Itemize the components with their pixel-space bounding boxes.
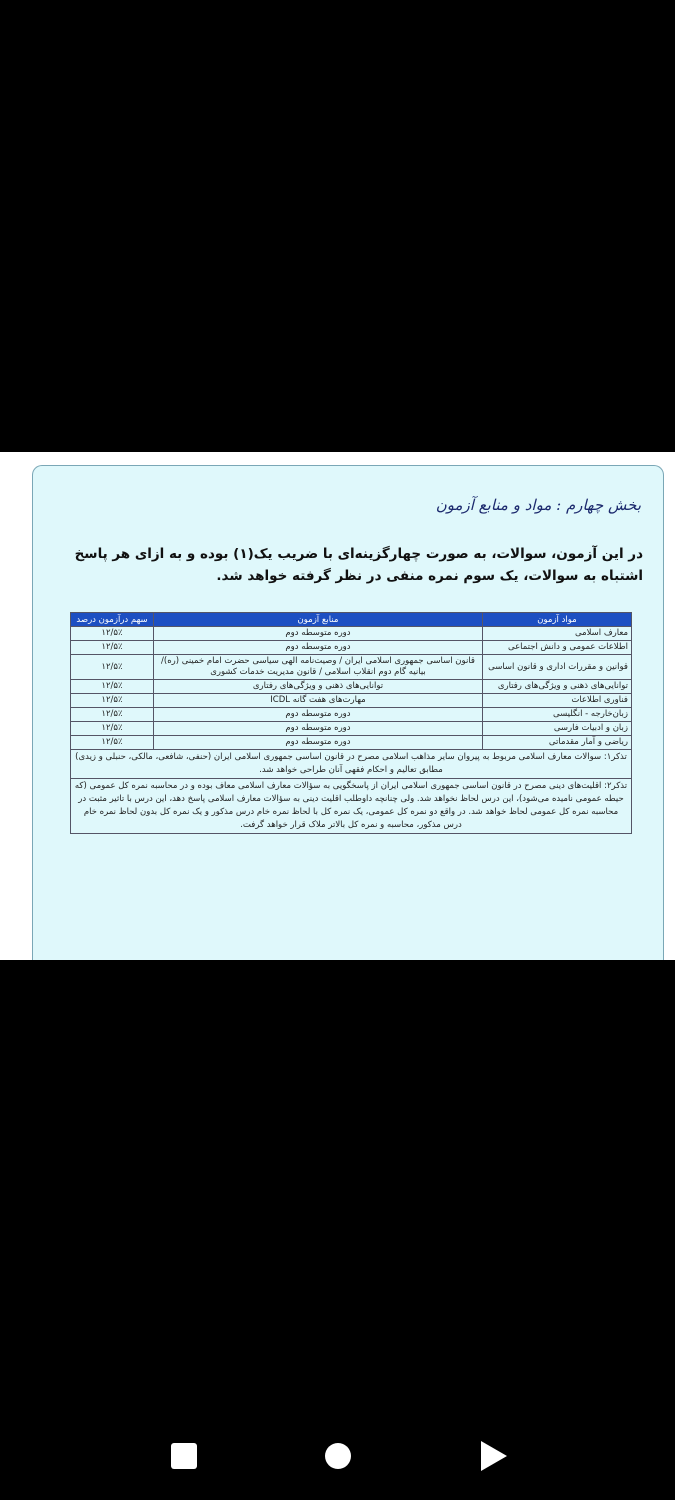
table-row <box>71 736 632 750</box>
exam-subjects-table <box>70 612 632 834</box>
table-row <box>71 655 632 680</box>
cell-source: توانایی‌های ذهنی و ویژگی‌های رفتاری <box>154 680 483 694</box>
cell-source: دوره متوسطه دوم <box>154 627 483 641</box>
intro-paragraph: در این آزمون، سوالات، به صورت چهارگزینه‌ای با ضریب یک(۱) بوده و به ازای هر پاسخ اشتباه به سوالات، یک سوم نمره منفی در نظر گرفته خواهد شد. <box>74 546 643 584</box>
cell-share: ۱۲/۵٪ <box>71 641 154 655</box>
back-icon[interactable] <box>481 1441 507 1471</box>
header-share: سهم درآزمون درصد <box>71 613 154 627</box>
cell-source: دوره متوسطه دوم <box>154 708 483 722</box>
cell-share: ۱۲/۵٪ <box>71 694 154 708</box>
cell-source: مهارت‌های هفت گانه ICDL <box>154 694 483 708</box>
table-row <box>71 694 632 708</box>
table-row <box>71 708 632 722</box>
note-2: تذکر۲: اقلیت‌های دینی مصرح در قانون اساسی جمهوری اسلامی ایران از پاسخگویی به سؤالات معارف اسلامی معاف بوده و در محاسبه نمره کل عمومی (که حیطه عمومی نامیده می‌شود)، این درس لحاظ نخواهد شد. ولی چنانچه داوطلب اقلیت دینی به سؤالات معارف اسلامی پاسخ دهد، این درس با تاثیر مثبت در محاسبه نمره کل عمومی لحاظ خواهد شد. در واقع دو نمره کل عمومی، یک نمره کل با لحاظ نمره خام درس مذکور و یک نمره کل بدون لحاظ نمره خام درس مذکور، محاسبه و نمره کل بالاتر ملاک قرار خواهد گرفت. <box>71 779 632 834</box>
header-source: منابع آزمون <box>154 613 483 627</box>
cell-source: دوره متوسطه دوم <box>154 736 483 750</box>
table-row <box>71 680 632 694</box>
cell-subject: ریاضی و آمار مقدماتی <box>483 736 632 750</box>
cell-subject: معارف اسلامی <box>483 627 632 641</box>
cell-subject: توانایی‌های ذهنی و ویژگی‌های رفتاری <box>483 680 632 694</box>
cell-subject: زبان‌خارجه - انگلیسی <box>483 708 632 722</box>
cell-subject: زبان و ادبیات فارسی <box>483 722 632 736</box>
cell-share: ۱۲/۵٪ <box>71 736 154 750</box>
cell-share: ۱۲/۵٪ <box>71 722 154 736</box>
cell-share: ۱۲/۵٪ <box>71 627 154 641</box>
home-icon[interactable] <box>325 1443 351 1469</box>
exam-info-card <box>32 465 664 960</box>
android-nav-bar <box>0 1438 675 1472</box>
cell-source: دوره متوسطه دوم <box>154 641 483 655</box>
table-row <box>71 627 632 641</box>
note-1: تذکر۱: سوالات معارف اسلامی مربوط به پیروان سایر مذاهب اسلامی مصرح در قانون اساسی جمهوری اسلامی ایران (حنفی، شافعی، مالکی، حنبلی و زیدی) مطابق تعالیم و احکام فقهی آنان طراحی خواهد شد. <box>71 750 632 779</box>
cell-subject: قوانین و مقررات اداری و قانون اساسی <box>483 655 632 680</box>
cell-source: دوره متوسطه دوم <box>154 722 483 736</box>
cell-share: ۱۲/۵٪ <box>71 680 154 694</box>
cell-source: قانون اساسی جمهوری اسلامی ایران / وصیت‌نامه الهی سیاسی حضرت امام خمینی (ره)/ بیانیه گام دوم انقلاب اسلامی / قانون مدیریت خدمات کشوری <box>154 655 483 680</box>
recents-icon[interactable] <box>171 1443 197 1469</box>
cell-subject: اطلاعات عمومی و دانش اجتماعی <box>483 641 632 655</box>
cell-share: ۱۲/۵٪ <box>71 708 154 722</box>
table-row <box>71 722 632 736</box>
header-subject: مواد آزمون <box>483 613 632 627</box>
cell-subject: فناوری اطلاعات <box>483 694 632 708</box>
table-row <box>71 641 632 655</box>
section-title: بخش چهارم : مواد و منابع آزمون <box>435 496 641 514</box>
cell-share: ۱۲/۵٪ <box>71 655 154 680</box>
